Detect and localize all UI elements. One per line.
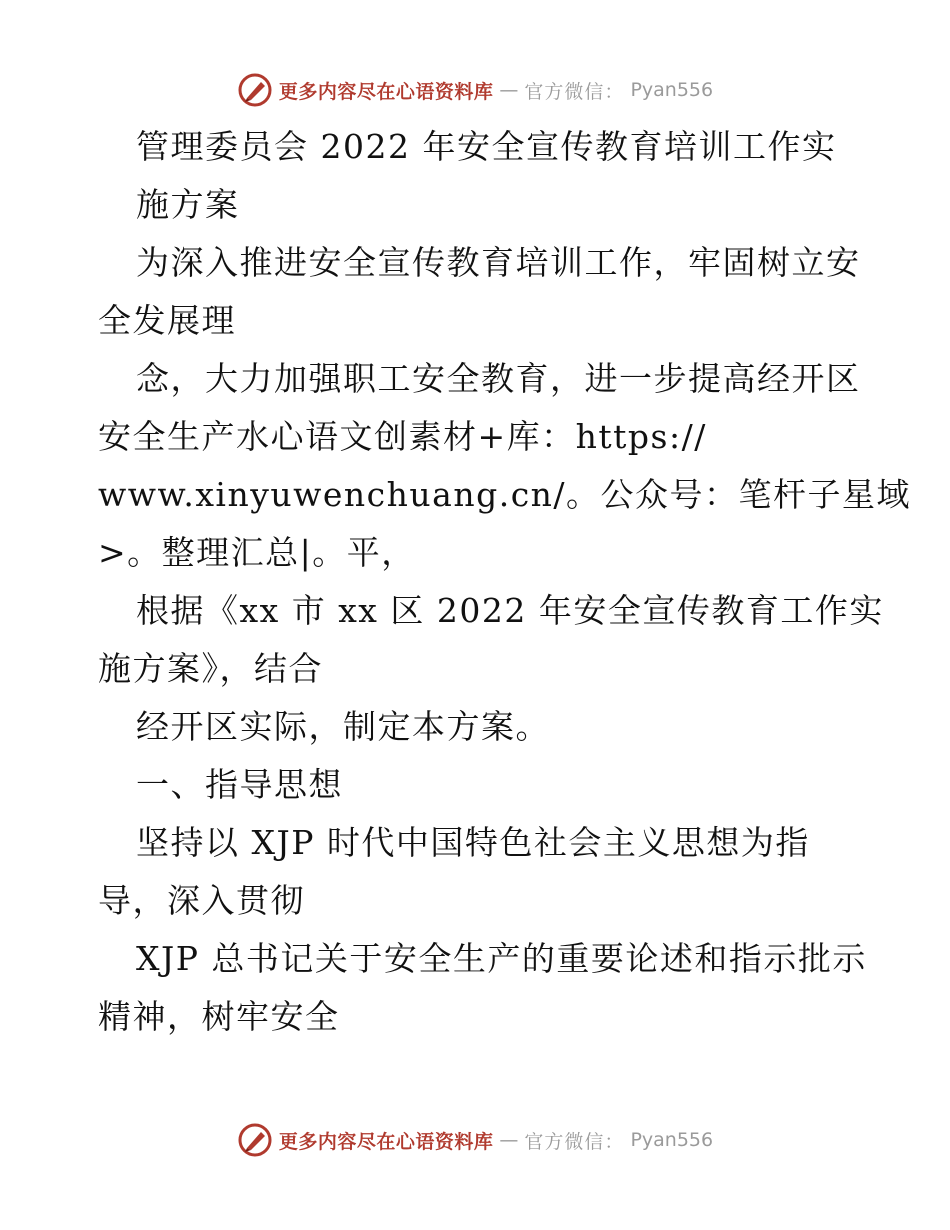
watermark-contact-label: 官方微信： xyxy=(524,80,625,103)
doc-line: 施方案》，结合 xyxy=(98,649,323,688)
pen-logo-icon xyxy=(237,1122,273,1158)
watermark-separator: — xyxy=(499,1129,519,1151)
doc-line: 根据《xx 市 xx 区 2022 年安全宣传教育工作实 xyxy=(136,591,884,630)
watermark-contact-value: Pyan556 xyxy=(630,79,714,101)
doc-line: 为深入推进安全宣传教育培训工作，牢固树立安 xyxy=(136,243,861,282)
header-watermark xyxy=(0,70,950,110)
pen-logo-icon xyxy=(237,72,273,108)
doc-line: 导，深入贯彻 xyxy=(98,881,305,920)
doc-line: 精神，树牢安全 xyxy=(98,997,340,1036)
doc-line: 管理委员会 2022 年安全宣传教育培训工作实 xyxy=(136,127,837,166)
doc-line: 坚持以 XJP 时代中国特色社会主义思想为指 xyxy=(136,823,810,862)
doc-line: XJP 总书记关于安全生产的重要论述和指示批示 xyxy=(136,939,867,978)
watermark-separator: — xyxy=(499,79,519,101)
watermark-contact-label: 官方微信： xyxy=(524,1130,625,1153)
watermark-title: 更多内容尽在心语资料库 xyxy=(278,80,494,103)
doc-line: 经开区实际，制定本方案。 xyxy=(136,707,550,746)
doc-line: 念，大力加强职工安全教育，进一步提高经开区 xyxy=(136,359,861,398)
doc-line: 全发展理 xyxy=(98,301,236,340)
footer-watermark xyxy=(0,1120,950,1160)
watermark-contact-value: Pyan556 xyxy=(630,1129,714,1151)
doc-line: www.xinyuwenchuang.cn/。公众号：笔杆子星域 xyxy=(98,475,912,514)
watermark-title: 更多内容尽在心语资料库 xyxy=(278,1130,494,1153)
doc-line: 安全生产水心语文创素材+库：https:// xyxy=(98,417,707,456)
document-body xyxy=(98,118,912,1046)
section-heading: 一、指导思想 xyxy=(136,765,343,804)
doc-line: 施方案 xyxy=(136,185,240,224)
doc-line: >。整理汇总|。平， xyxy=(98,533,416,572)
